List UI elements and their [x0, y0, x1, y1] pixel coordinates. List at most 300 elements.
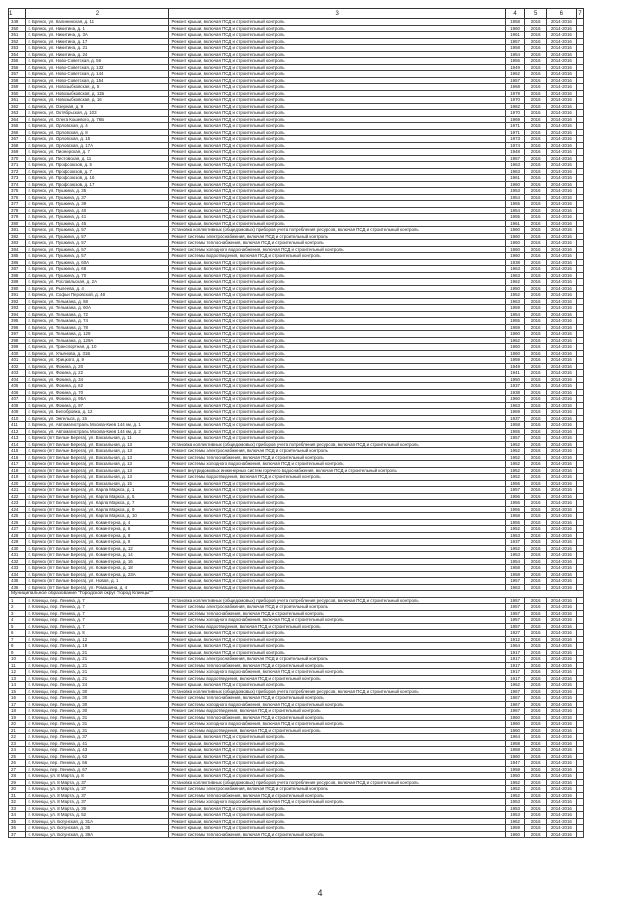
work-type-cell: Ремонт крыши, включая ПСД и строительный контроль: [169, 181, 505, 188]
period-cell: 2014-2016: [546, 532, 576, 539]
address-cell: г. Клинцы, пер. Ленина, д. 21: [26, 669, 169, 676]
period-cell: 2014-2016: [546, 662, 576, 669]
row-number: 384: [9, 246, 26, 253]
year-cell: 1960: [505, 721, 525, 728]
year-cell: 1963: [505, 272, 525, 279]
work-type-cell: Ремонт крыши, включая ПСД и строительный контроль: [169, 526, 505, 533]
year-cell: 1952: [505, 292, 525, 299]
plan-year-cell: 2016: [525, 695, 547, 702]
plan-year-cell: 2016: [525, 363, 547, 370]
year-cell: 1953: [505, 799, 525, 806]
row-number: 11: [9, 662, 26, 669]
work-type-cell: Ремонт крыши, включая ПСД и строительный контроль: [169, 519, 505, 526]
work-type-cell: Ремонт крыши, включая ПСД и строительный контроль: [169, 311, 505, 318]
period-cell: 2014-2016: [546, 168, 576, 175]
period-cell: 2014-2016: [546, 604, 576, 611]
work-type-cell: Ремонт крыши, включая ПСД и строительный контроль: [169, 298, 505, 305]
year-cell: 1962: [505, 279, 525, 286]
address-cell: г. Брянск, ул. Рославльская, д. 2А: [26, 279, 169, 286]
row-number: 30: [9, 786, 26, 793]
row-number: 405: [9, 383, 26, 390]
address-cell: г. Брянск, ул. Профсоюзов, д. 16: [26, 175, 169, 182]
work-type-cell: Ремонт системы холодного водоснабжения, включая ПСД и строительный контроль: [169, 669, 505, 676]
plan-year-cell: 2016: [525, 721, 547, 728]
address-cell: г. Брянск (пгт Белые Берега), ул. Карла Маркса, д. 7: [26, 500, 169, 507]
address-cell: г. Брянск, ул. Тельмана, д. 60А: [26, 305, 169, 312]
year-cell: 1960: [505, 753, 525, 760]
work-type-cell: Ремонт крыши, включая ПСД и строительный контроль: [169, 175, 505, 182]
period-cell: 2014-2016: [546, 630, 576, 637]
work-type-cell: Ремонт крыши, включая ПСД и строительный контроль: [169, 266, 505, 273]
work-type-cell: Ремонт крыши, включая ПСД и строительный контроль: [169, 279, 505, 286]
column-header: 6: [546, 9, 576, 19]
address-cell: г. Брянск, ул. Пионерская, д. 7: [26, 149, 169, 156]
work-type-cell: Ремонт крыши, включая ПСД и строительный контроль: [169, 571, 505, 578]
year-cell: 1937: [505, 539, 525, 546]
address-cell: г. Брянск (пгт Белые Берега), ул. Вокзальная, д. 13: [26, 474, 169, 481]
address-cell: г. Брянск, ул. Орловская, д. 15: [26, 136, 169, 143]
period-cell: 2014-2016: [546, 558, 576, 565]
plan-year-cell: 2016: [525, 630, 547, 637]
year-cell: 1979: [505, 90, 525, 97]
row-number: 16: [9, 695, 26, 702]
period-cell: 2014-2016: [546, 753, 576, 760]
year-cell: 1958: [505, 565, 525, 572]
period-cell: 2014-2016: [546, 721, 576, 728]
year-cell: 1952: [505, 545, 525, 552]
year-cell: 1949: [505, 64, 525, 71]
work-type-cell: Ремонт крыши, включая ПСД и строительный контроль: [169, 51, 505, 58]
row-number: 432: [9, 558, 26, 565]
plan-year-cell: 2016: [525, 370, 547, 377]
work-type-cell: Ремонт крыши, включая ПСД и строительный контроль: [169, 19, 505, 26]
row-number: 26: [9, 760, 26, 767]
work-type-cell: Ремонт крыши, включая ПСД и строительный контроль: [169, 259, 505, 266]
work-type-cell: Ремонт крыши, включая ПСД и строительный контроль: [169, 331, 505, 338]
work-type-cell: Ремонт крыши, включая ПСД и строительный контроль: [169, 285, 505, 292]
address-cell: г. Клинцы, ул. Богунская, д. 31А: [26, 818, 169, 825]
plan-year-cell: 2016: [525, 396, 547, 403]
period-cell: 2014-2016: [546, 136, 576, 143]
period-cell: 2014-2016: [546, 64, 576, 71]
plan-year-cell: 2016: [525, 526, 547, 533]
column-header: 2: [26, 9, 169, 19]
address-cell: г. Брянск (пгт Белые Берега), ул. Вокзальная, д. 13: [26, 467, 169, 474]
address-cell: г. Брянск, ул. Тельмана, д. 129: [26, 331, 169, 338]
address-cell: г. Брянск, ул. Озерная, д. 9: [26, 103, 169, 110]
address-cell: г. Брянск, ул. Белобровка, д. 12: [26, 409, 169, 416]
plan-year-cell: 2016: [525, 25, 547, 32]
period-cell: 2014-2016: [546, 500, 576, 507]
address-cell: г. Брянск, ул. Пушкина, д. 60А: [26, 259, 169, 266]
address-cell: г. Клинцы, ул. 8 Марта, д. 37: [26, 799, 169, 806]
year-cell: 1953: [505, 532, 525, 539]
work-type-cell: Ремонт крыши, включая ПСД и строительный контроль: [169, 649, 505, 656]
year-cell: 1960: [505, 396, 525, 403]
plan-year-cell: 2016: [525, 259, 547, 266]
row-number: 367: [9, 136, 26, 143]
year-cell: 1952: [505, 461, 525, 468]
plan-year-cell: 2016: [525, 285, 547, 292]
address-cell: г. Клинцы, пер. Ленина, д. 21: [26, 649, 169, 656]
plan-year-cell: 2016: [525, 487, 547, 494]
period-cell: 2014-2016: [546, 285, 576, 292]
row-number: 409: [9, 409, 26, 416]
work-type-cell: Ремонт крыши, включая ПСД и строительный контроль: [169, 383, 505, 390]
row-number: 386: [9, 259, 26, 266]
row-number: 415: [9, 448, 26, 455]
plan-year-cell: 2016: [525, 383, 547, 390]
year-cell: 1961: [505, 32, 525, 39]
row-number: 400: [9, 350, 26, 357]
address-cell: г. Брянск, ул. Транспортная, д. 10: [26, 344, 169, 351]
address-cell: г. Клинцы, пер. Ленина, д. 21: [26, 675, 169, 682]
plan-year-cell: 2016: [525, 194, 547, 201]
plan-year-cell: 2016: [525, 682, 547, 689]
address-cell: г. Брянск, ул. Ново-Советская, д. 144: [26, 71, 169, 78]
row-number: 416: [9, 454, 26, 461]
plan-year-cell: 2016: [525, 279, 547, 286]
period-cell: 2014-2016: [546, 487, 576, 494]
address-cell: г. Брянск, ул. Пушкина, д. 45: [26, 220, 169, 227]
year-cell: 1917: [505, 662, 525, 669]
work-type-cell: Ремонт системы холодного водоснабжения, включая ПСД и строительный контроль: [169, 246, 505, 253]
work-type-cell: Ремонт системы водоотведения, включая ПСД и строительный контроль: [169, 675, 505, 682]
row-number: 366: [9, 129, 26, 136]
plan-year-cell: 2016: [525, 233, 547, 240]
period-cell: 2014-2016: [546, 571, 576, 578]
work-type-cell: Ремонт системы теплоснабжения, включая ПСД и строительный контроль: [169, 662, 505, 669]
plan-year-cell: 2016: [525, 617, 547, 624]
plan-year-cell: 2016: [525, 331, 547, 338]
row-number: 396: [9, 324, 26, 331]
period-cell: 2014-2016: [546, 214, 576, 221]
period-cell: 2014-2016: [546, 519, 576, 526]
work-type-cell: Ремонт крыши, включая ПСД и строительный контроль: [169, 220, 505, 227]
period-cell: 2014-2016: [546, 233, 576, 240]
address-cell: г. Брянск, ул. Тельмана, д. 72: [26, 311, 169, 318]
work-type-cell: Ремонт крыши, включая ПСД и строительный контроль: [169, 487, 505, 494]
work-type-cell: Ремонт крыши, включая ПСД и строительный контроль: [169, 350, 505, 357]
work-type-cell: Ремонт системы электроснабжения, включая ПСД и строительный контроль: [169, 233, 505, 240]
row-number: 399: [9, 344, 26, 351]
plan-year-cell: 2016: [525, 578, 547, 585]
plan-year-cell: 2016: [525, 558, 547, 565]
table-header-row: [9, 9, 584, 19]
year-cell: 1956: [505, 493, 525, 500]
work-type-cell: Ремонт системы холодного водоснабжения, включая ПСД и строительный контроль: [169, 617, 505, 624]
plan-year-cell: 2016: [525, 298, 547, 305]
row-number: 355: [9, 58, 26, 65]
period-cell: 2014-2016: [546, 350, 576, 357]
column-header: 3: [169, 9, 505, 19]
plan-year-cell: 2016: [525, 201, 547, 208]
period-cell: 2014-2016: [546, 623, 576, 630]
address-cell: г. Брянск, ул. Пушкина, д. 57: [26, 253, 169, 260]
address-cell: г. Брянск, ул. Ульянова, д. 31Б: [26, 350, 169, 357]
period-cell: 2014-2016: [546, 454, 576, 461]
row-number: 417: [9, 461, 26, 468]
row-number: 8: [9, 643, 26, 650]
plan-year-cell: 2016: [525, 812, 547, 819]
plan-year-cell: 2016: [525, 500, 547, 507]
work-type-cell: Ремонт крыши, включая ПСД и строительный контроль: [169, 584, 505, 591]
period-cell: 2014-2016: [546, 506, 576, 513]
plan-year-cell: 2016: [525, 175, 547, 182]
address-cell: г. Клинцы, ул. 8 Марта, д. 52: [26, 812, 169, 819]
address-cell: г. Брянск, ул. Калининская, д. 11: [26, 19, 169, 26]
plan-year-cell: 2016: [525, 740, 547, 747]
work-type-cell: Ремонт крыши, включая ПСД и строительный контроль: [169, 344, 505, 351]
period-cell: 2014-2016: [546, 688, 576, 695]
period-cell: 2014-2016: [546, 103, 576, 110]
plan-year-cell: 2016: [525, 103, 547, 110]
period-cell: 2014-2016: [546, 207, 576, 214]
period-cell: 2014-2016: [546, 259, 576, 266]
work-type-cell: Ремонт крыши, включая ПСД и строительный контроль: [169, 753, 505, 760]
period-cell: 2014-2016: [546, 760, 576, 767]
row-number: 5: [9, 623, 26, 630]
year-cell: 1952: [505, 474, 525, 481]
work-type-cell: Ремонт крыши, включая ПСД и строительный контроль: [169, 64, 505, 71]
plan-year-cell: 2016: [525, 272, 547, 279]
address-cell: г. Клинцы, пер. Ленина, д. 62: [26, 753, 169, 760]
year-cell: 1967: [505, 701, 525, 708]
address-cell: г. Брянск, ул. Фокина, д. 62: [26, 383, 169, 390]
work-type-cell: Ремонт крыши, включая ПСД и строительный контроль: [169, 545, 505, 552]
row-number: 402: [9, 363, 26, 370]
work-type-cell: Ремонт крыши, включая ПСД и строительный контроль: [169, 389, 505, 396]
address-cell: г. Клинцы, пер. Ленина, д. 41: [26, 740, 169, 747]
plan-year-cell: 2016: [525, 493, 547, 500]
row-number: 410: [9, 415, 26, 422]
row-number: 380: [9, 220, 26, 227]
period-cell: 2014-2016: [546, 142, 576, 149]
period-cell: 2014-2016: [546, 740, 576, 747]
work-type-cell: Ремонт крыши, включая ПСД и строительный контроль: [169, 630, 505, 637]
row-number: 17: [9, 701, 26, 708]
period-cell: 2014-2016: [546, 695, 576, 702]
period-cell: 2014-2016: [546, 292, 576, 299]
row-number: 351: [9, 32, 26, 39]
plan-year-cell: 2016: [525, 240, 547, 247]
row-number: 422: [9, 493, 26, 500]
row-number: 378: [9, 207, 26, 214]
address-cell: г. Брянск, ул. Пушкина, д. 57: [26, 233, 169, 240]
year-cell: 1953: [505, 188, 525, 195]
address-cell: г. Брянск, ул. Ново-Советская, д. 56: [26, 58, 169, 65]
period-cell: 2014-2016: [546, 448, 576, 455]
period-cell: 2014-2016: [546, 32, 576, 39]
row-number: 374: [9, 181, 26, 188]
period-cell: 2014-2016: [546, 435, 576, 442]
address-cell: г. Брянск, ул. Октябрьская, д. 103: [26, 110, 169, 117]
address-cell: г. Клинцы, ул. 8 Марта, д. 37: [26, 786, 169, 793]
plan-year-cell: 2016: [525, 51, 547, 58]
work-type-cell: Ремонт крыши, включая ПСД и строительный контроль: [169, 415, 505, 422]
plan-year-cell: 2016: [525, 610, 547, 617]
row-number: 419: [9, 474, 26, 481]
work-type-cell: Ремонт системы водоотведения, включая ПСД и строительный контроль: [169, 708, 505, 715]
plan-year-cell: 2016: [525, 519, 547, 526]
plan-year-cell: 2016: [525, 623, 547, 630]
year-cell: 1938: [505, 389, 525, 396]
year-cell: 1955: [505, 428, 525, 435]
plan-year-cell: 2016: [525, 415, 547, 422]
period-cell: 2014-2016: [546, 155, 576, 162]
plan-year-cell: 2016: [525, 786, 547, 793]
period-cell: 2014-2016: [546, 58, 576, 65]
period-cell: 2014-2016: [546, 831, 576, 838]
year-cell: 1962: [505, 71, 525, 78]
row-number: 34: [9, 812, 26, 819]
year-cell: 1955: [505, 201, 525, 208]
address-cell: г. Брянск (пгт Белые Берега), ул. Ромашина, д. 4: [26, 584, 169, 591]
work-type-cell: Ремонт крыши, включая ПСД и строительный контроль: [169, 747, 505, 754]
address-cell: г. Клинцы, пер. Ленина, д. 7: [26, 623, 169, 630]
address-cell: г. Клинцы, пер. Ленина, д. 7: [26, 610, 169, 617]
year-cell: 1960: [505, 831, 525, 838]
row-number: 412: [9, 428, 26, 435]
address-cell: г. Брянск (пгт Белые Берега), ул. Коминтерна, д. 4: [26, 519, 169, 526]
year-cell: 1912: [505, 636, 525, 643]
work-type-cell: Ремонт крыши, включая ПСД и строительный контроль: [169, 805, 505, 812]
period-cell: 2014-2016: [546, 539, 576, 546]
work-type-cell: Ремонт системы водоотведения, включая ПСД и строительный контроль: [169, 253, 505, 260]
work-type-cell: Ремонт крыши, включая ПСД и строительный контроль: [169, 435, 505, 442]
period-cell: 2014-2016: [546, 649, 576, 656]
plan-year-cell: 2016: [525, 409, 547, 416]
work-type-cell: Ремонт крыши, включая ПСД и строительный контроль: [169, 396, 505, 403]
work-type-cell: Ремонт крыши, включая ПСД и строительный контроль: [169, 480, 505, 487]
year-cell: 1960: [505, 246, 525, 253]
year-cell: 1957: [505, 610, 525, 617]
year-cell: 1958: [505, 766, 525, 773]
row-number: 423: [9, 500, 26, 507]
plan-year-cell: 2016: [525, 766, 547, 773]
year-cell: 1952: [505, 526, 525, 533]
address-cell: г. Брянск, ул. Фокина, д. 95А: [26, 396, 169, 403]
year-cell: 1950: [505, 376, 525, 383]
year-cell: 1954: [505, 51, 525, 58]
year-cell: 1953: [505, 552, 525, 559]
plan-year-cell: 2016: [525, 747, 547, 754]
address-cell: г. Брянск, ул. Орловская, д. 4: [26, 123, 169, 130]
year-cell: 1973: [505, 136, 525, 143]
year-cell: 1953: [505, 812, 525, 819]
work-type-cell: Ремонт крыши, включая ПСД и строительный контроль: [169, 760, 505, 767]
year-cell: 1957: [505, 604, 525, 611]
row-number: 421: [9, 487, 26, 494]
period-cell: 2014-2016: [546, 279, 576, 286]
year-cell: 1956: [505, 500, 525, 507]
plan-year-cell: 2016: [525, 129, 547, 136]
address-cell: г. Брянск, ул. Никитина, д. 17: [26, 38, 169, 45]
address-cell: г. Брянск, ул. Олега Кошевого, д. 76Б: [26, 116, 169, 123]
row-number: 418: [9, 467, 26, 474]
address-cell: г. Брянск, ул. Фокина, д. 22: [26, 370, 169, 377]
year-cell: 1952: [505, 441, 525, 448]
work-type-cell: Ремонт крыши, включая ПСД и строительный контроль: [169, 818, 505, 825]
work-type-cell: Ремонт крыши, включая ПСД и строительный контроль: [169, 370, 505, 377]
plan-year-cell: 2016: [525, 688, 547, 695]
work-type-cell: Ремонт системы холодного водоснабжения, включая ПСД и строительный контроль: [169, 701, 505, 708]
period-cell: 2014-2016: [546, 162, 576, 169]
work-type-cell: Ремонт крыши, включая ПСД и строительный контроль: [169, 740, 505, 747]
work-type-cell: Ремонт крыши, включая ПСД и строительный контроль: [169, 773, 505, 780]
address-cell: г. Брянск, ул. Фокина, д. 34: [26, 376, 169, 383]
period-cell: 2014-2016: [546, 344, 576, 351]
address-cell: г. Брянск (пгт Белые Берега), ул. Вокзальная, д. 13: [26, 454, 169, 461]
period-cell: 2014-2016: [546, 363, 576, 370]
work-type-cell: Ремонт крыши, включая ПСД и строительный контроль: [169, 643, 505, 650]
plan-year-cell: 2016: [525, 350, 547, 357]
period-cell: 2014-2016: [546, 71, 576, 78]
work-type-cell: Ремонт крыши, включая ПСД и строительный контроль: [169, 552, 505, 559]
plan-year-cell: 2016: [525, 292, 547, 299]
work-type-cell: Ремонт системы электроснабжения, включая ПСД и строительный контроль: [169, 656, 505, 663]
year-cell: 1961: [505, 175, 525, 182]
period-cell: 2014-2016: [546, 610, 576, 617]
plan-year-cell: 2016: [525, 454, 547, 461]
year-cell: 1927: [505, 630, 525, 637]
work-type-cell: Ремонт крыши, включая ПСД и строительный контроль: [169, 532, 505, 539]
address-cell: г. Брянск, ул. Орловская, д. 8: [26, 129, 169, 136]
period-cell: 2014-2016: [546, 253, 576, 260]
row-number: 365: [9, 123, 26, 130]
work-type-cell: Ремонт крыши, включая ПСД и строительный контроль: [169, 162, 505, 169]
plan-year-cell: 2016: [525, 597, 547, 604]
period-cell: 2014-2016: [546, 545, 576, 552]
year-cell: 1955: [505, 58, 525, 65]
work-type-cell: Ремонт крыши, включая ПСД и строительный контроль: [169, 500, 505, 507]
year-cell: 1958: [505, 422, 525, 429]
address-cell: г. Клинцы, пер. Ленина, д. 30: [26, 708, 169, 715]
plan-year-cell: 2016: [525, 357, 547, 364]
address-cell: г. Брянск, ул. Пушкина, д. 40: [26, 207, 169, 214]
year-cell: 1960: [505, 25, 525, 32]
address-cell: г. Брянск (пгт Белые Берега), ул. Коминтерна, д. 8: [26, 532, 169, 539]
work-type-cell: Ремонт крыши, включая ПСД и строительный контроль: [169, 214, 505, 221]
plan-year-cell: 2016: [525, 435, 547, 442]
plan-year-cell: 2016: [525, 155, 547, 162]
row-number: 1: [9, 597, 26, 604]
period-cell: 2014-2016: [546, 97, 576, 104]
period-cell: 2014-2016: [546, 194, 576, 201]
period-cell: 2014-2016: [546, 240, 576, 247]
year-cell: 1957: [505, 155, 525, 162]
year-cell: 1957: [505, 38, 525, 45]
period-cell: 2014-2016: [546, 201, 576, 208]
row-number: 382: [9, 233, 26, 240]
period-cell: 2014-2016: [546, 812, 576, 819]
address-cell: г. Брянск, ул. Профсоюзов, д. 17: [26, 181, 169, 188]
row-number: 361: [9, 97, 26, 104]
row-number: 395: [9, 318, 26, 325]
period-cell: 2014-2016: [546, 227, 576, 234]
plan-year-cell: 2016: [525, 266, 547, 273]
address-cell: г. Клинцы, пер. Ленина, д. 30: [26, 688, 169, 695]
period-cell: 2014-2016: [546, 357, 576, 364]
work-type-cell: Ремонт крыши, включая ПСД и строительный контроль: [169, 409, 505, 416]
address-cell: г. Клинцы, пер. Ленина, д. 31: [26, 714, 169, 721]
row-number: 352: [9, 38, 26, 45]
address-cell: г. Брянск (пгт Белые Берега), ул. Вокзальная, д. 13: [26, 441, 169, 448]
address-cell: г. Брянск (пгт Белые Берега), ул. Вокзальная, д. 13: [26, 448, 169, 455]
row-number: 364: [9, 116, 26, 123]
work-type-cell: Ремонт крыши, включая ПСД и строительный контроль: [169, 363, 505, 370]
address-cell: г. Клинцы, пер. Ленина, д. 67: [26, 766, 169, 773]
